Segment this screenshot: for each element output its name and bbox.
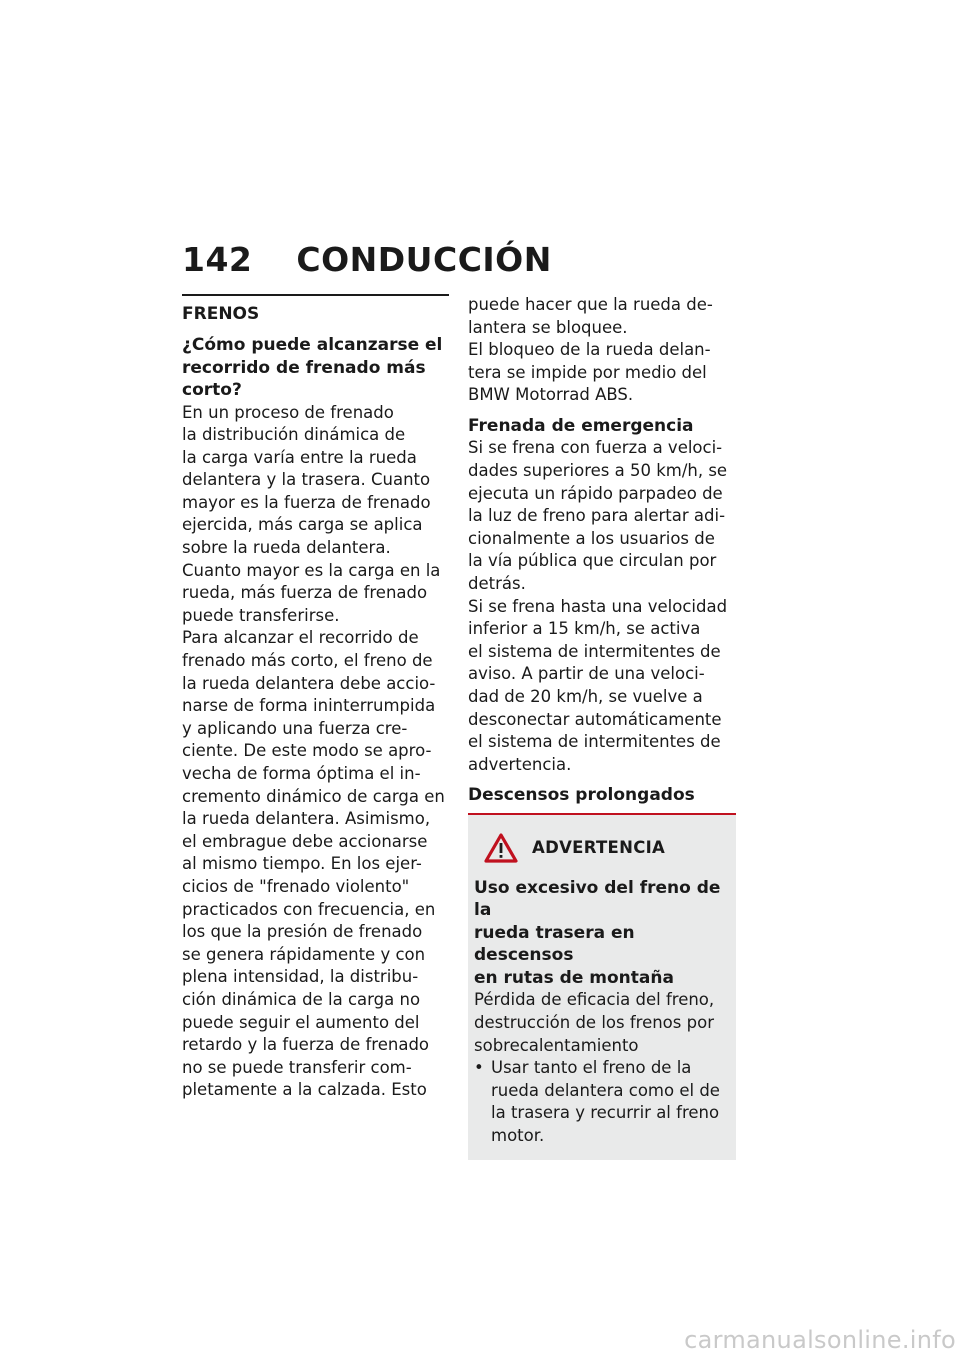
paragraph-load-distribution: En un proceso de frenado la distribución dinámica de la carga varía entre la rueda delantera y la trasera. Cuanto mayor es la fuerza de frenado ejercida, más carga se aplica sobre la rueda delantera. Cuanto mayor es la carga en la rueda, más fuerza de frenado puede transferirse. bbox=[182, 402, 441, 625]
page-header bbox=[182, 240, 552, 279]
warning-bullet bbox=[474, 1057, 728, 1147]
paragraph-abs: El bloqueo de la rueda delan- tera se impide por medio del BMW Motorrad ABS. bbox=[468, 340, 711, 405]
left-column bbox=[182, 294, 449, 1102]
emergency-paragraph-2: Si se frena hasta una velocidad inferior a 15 km/h, se activa el sistema de intermitentes de aviso. A partir de una veloci- dad de 20 km/h, se vuelve a desconectar automáticamente el sistema de intermitentes de advertencia. bbox=[468, 596, 728, 774]
emergency-paragraph-1: Si se frena con fuerza a veloci- dades superiores a 50 km/h, se ejecuta un rápido parpadeo de la luz de freno para alertar adi- cionalmente a los usuarios de la vía pública que circulan por detrás. bbox=[468, 438, 728, 594]
paragraph-continuation: puede hacer que la rueda de- lantera se bloquee. bbox=[468, 295, 713, 337]
warning-triangle-icon bbox=[484, 833, 518, 863]
question-heading: ¿Cómo puede alcanzarse el recorrido de frenado más corto? bbox=[182, 335, 443, 400]
page-number: 142 bbox=[182, 240, 253, 279]
chapter-title: CONDUCCIÓN bbox=[296, 240, 552, 279]
warning-bullet-text: Usar tanto el freno de la rueda delantera como el de la trasera y recurrir al freno motor. bbox=[491, 1058, 720, 1145]
warning-heading: Uso excesivo del freno de la rueda trasera en descensos en rutas de montaña bbox=[474, 877, 721, 988]
section-divider bbox=[182, 294, 449, 296]
descents-heading: Descensos prolongados bbox=[468, 785, 695, 806]
warning-title: ADVERTENCIA bbox=[532, 838, 666, 858]
bullet-symbol: • bbox=[474, 1058, 484, 1078]
watermark: carmanualsonline.info bbox=[684, 1326, 956, 1354]
warning-body: Pérdida de eficacia del freno, destrucción de los frenos por sobrecalentamiento bbox=[474, 990, 715, 1055]
section-title: FRENOS bbox=[182, 304, 260, 324]
warning-box bbox=[468, 813, 736, 1160]
right-column bbox=[468, 294, 736, 1160]
emergency-braking-heading: Frenada de emergencia bbox=[468, 415, 694, 436]
paragraph-shortest-braking: Para alcanzar el recorrido de frenado más corto, el freno de la rueda delantera debe accio- narse de forma ininterrumpida y aplicando una fuerza cre- ciente. De este modo se apro- vecha de forma óptima el in- cremento dinámico de carga en la rueda delantera. Asimismo, el embrague debe accionarse al mismo tiempo. En los ejer- cicios de "frenado violento" practicados con frecuencia, en los que la presión de frenado se genera rápidamente y con plena intensidad, la distribu- ción dinámica de la carga no puede seguir el aumento del retardo y la fuerza de frenado no se puede transferir com- pletamente a la calzada. Esto bbox=[182, 628, 445, 1100]
warning-header bbox=[484, 833, 728, 863]
